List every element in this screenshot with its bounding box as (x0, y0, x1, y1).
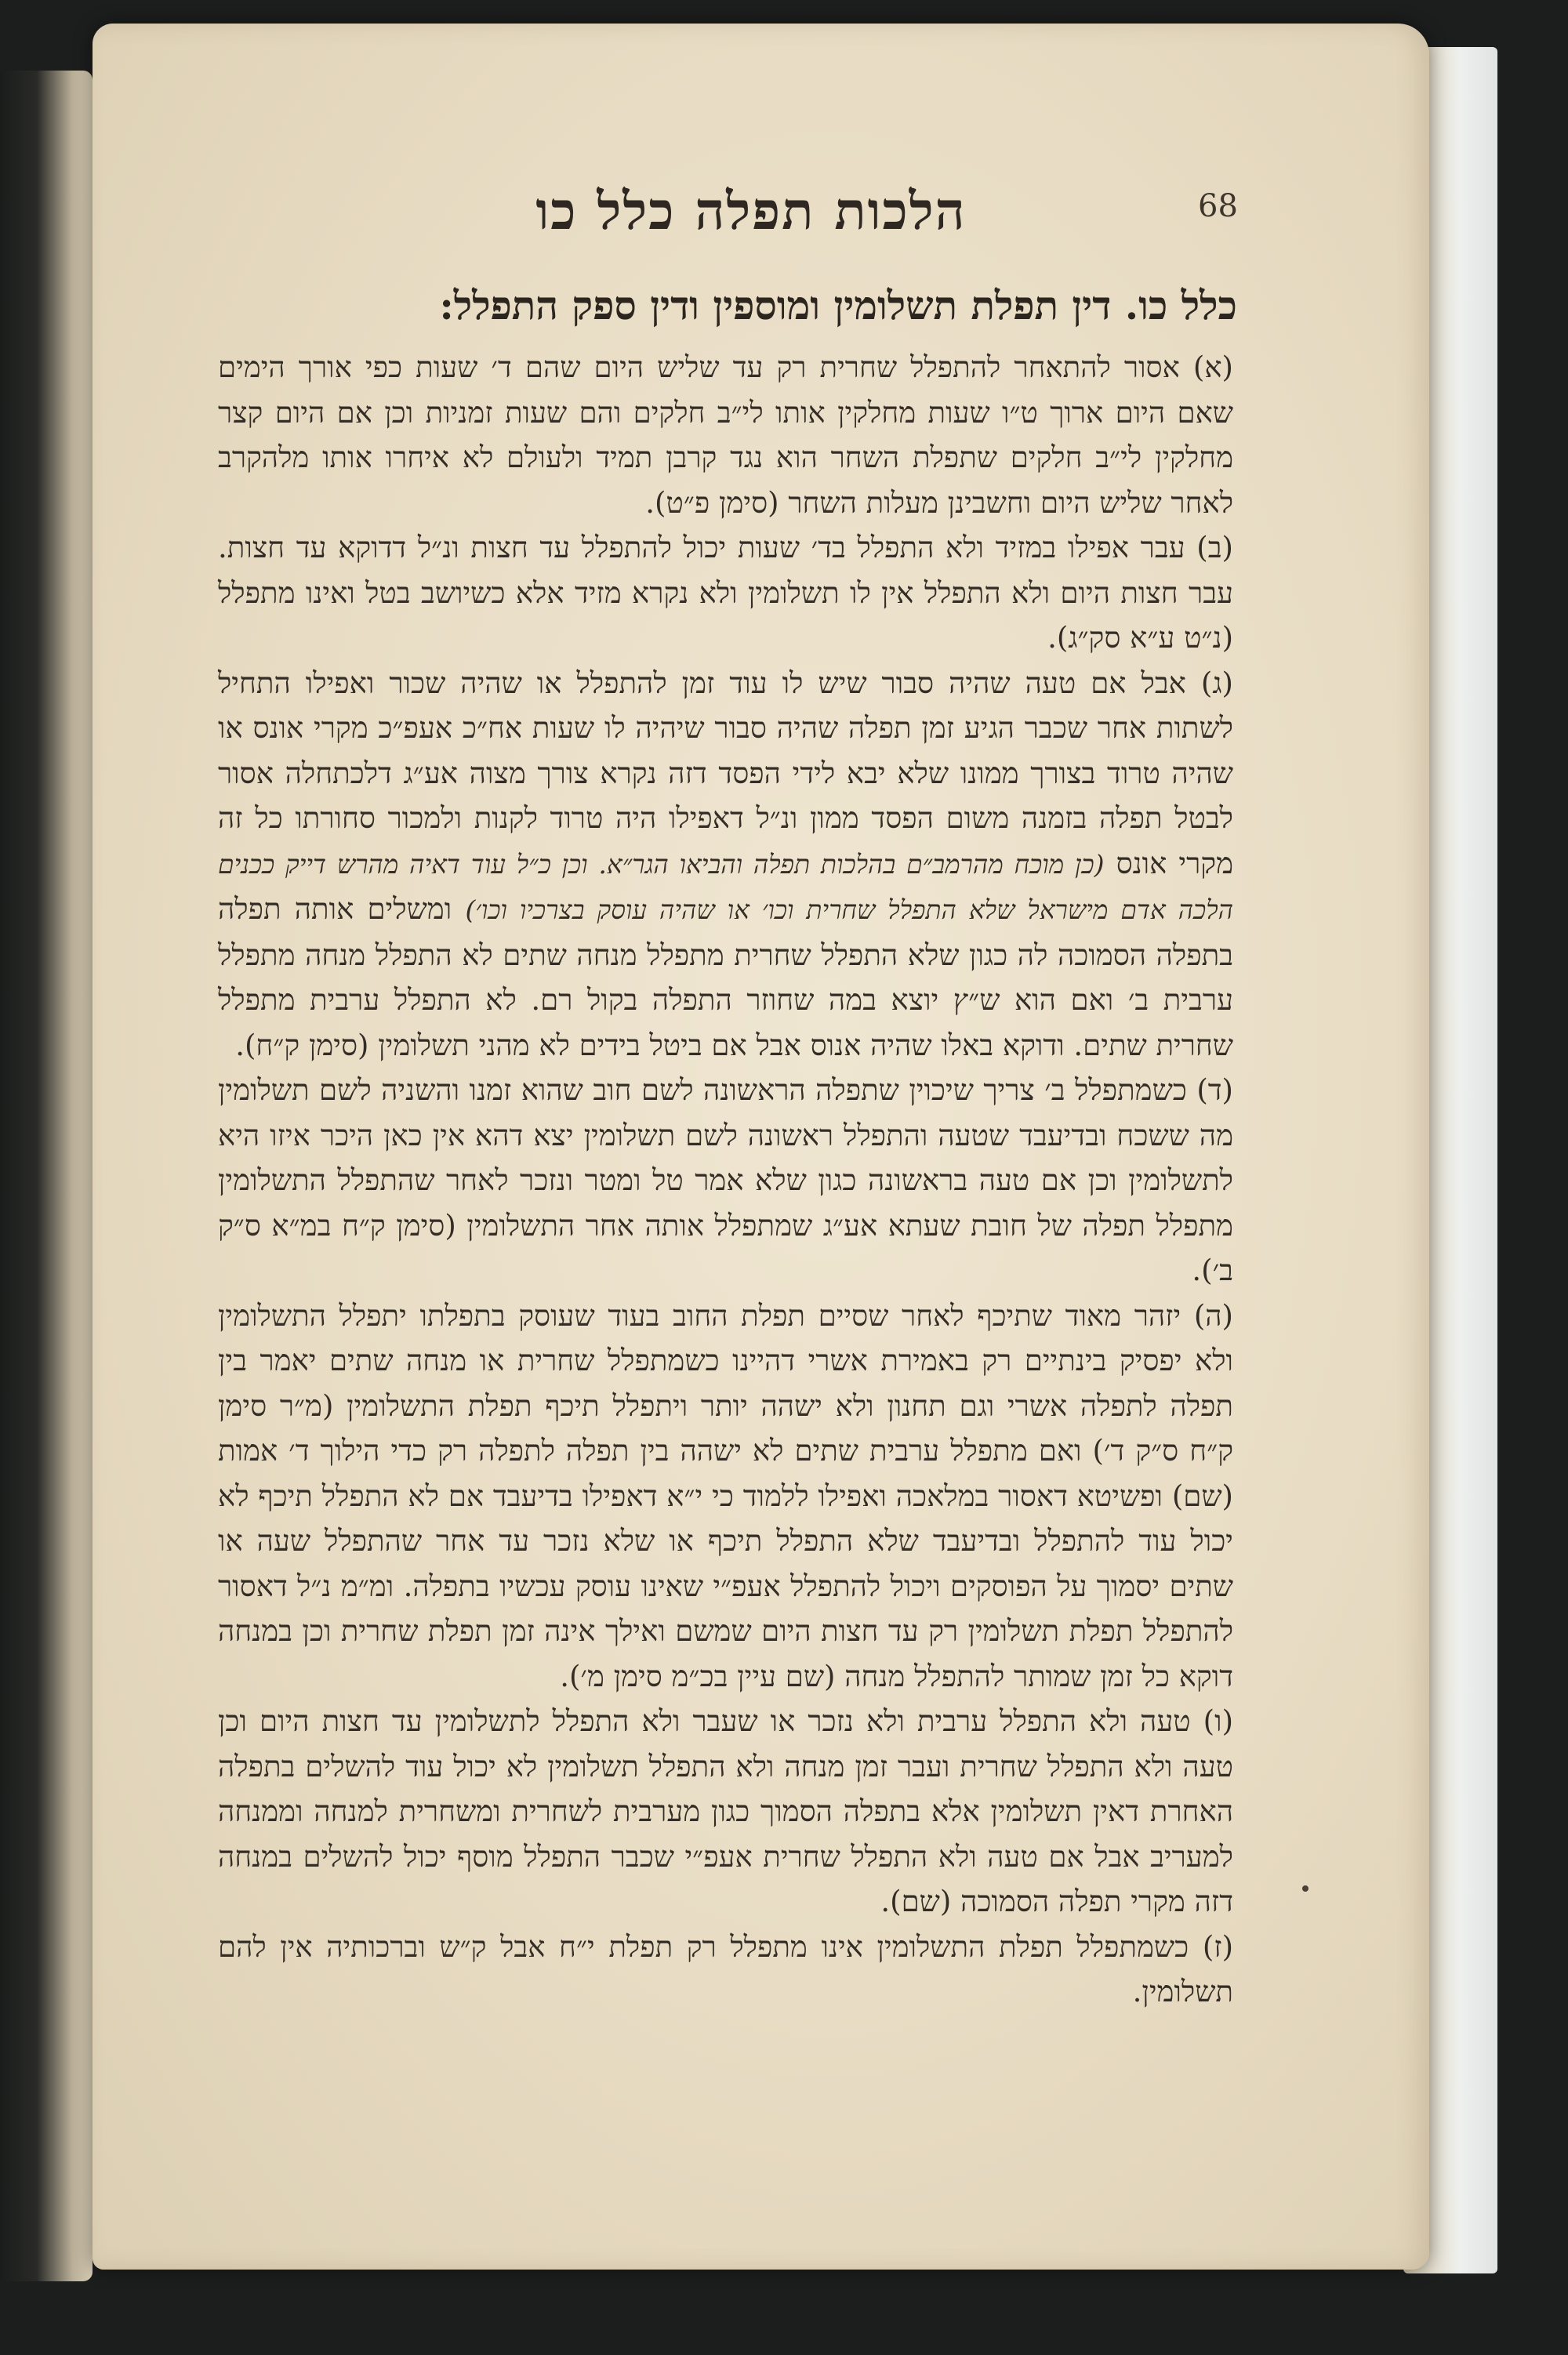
paragraph-bet (218, 525, 1233, 661)
paragraph-vav (218, 1699, 1233, 1925)
book-page (93, 24, 1429, 2270)
running-head: הלכות תפלה כלל כו (535, 180, 967, 241)
paragraph-marker: (ז) (1202, 1929, 1233, 1964)
paragraph-marker: (א) (1192, 350, 1233, 384)
paragraph-dalet (218, 1068, 1233, 1294)
paragraph-text: אבל אם טעה שהיה סבור שיש לו עוד זמן להתפלל או שהיה שכור ואפילו התחיל לשתות אחר שכבר הגיע זמן תפלה שהיה סבור שיהיה לו שעות אח״כ אעפ״כ מקרי אונס או שהיה טרוד בצורך ממונו שלא יבא לידי הפסד דזה נקרא צורך מצוה אע״ג דלכתחלה אסור לבטל תפלה בזמנה משום הפסד ממון ונ״ל דאפילו היה טרוד לקנות ולמכור סחורתו כל זה מקרי אונס (218, 666, 1234, 880)
previous-page-edge (0, 71, 93, 2281)
paragraph-marker: (ג) (1200, 666, 1233, 700)
chapter-title: כלל כו. דין תפלת תשלומין ומוספין ודין ספק התפלל: (439, 282, 1237, 328)
paragraph-marker: (ו) (1203, 1704, 1234, 1738)
ink-spot (1302, 1885, 1308, 1892)
paragraph-text: יזהר מאוד שתיכף לאחר שסיים תפלת החוב בעוד שעוסק בתפלתו יתפלל התשלומין ולא יפסיק בינתיים רק באמירת אשרי דהיינו כשמתפלל שחרית או מנחה שתים יאמר בין תפלה לתפלה אשרי וגם תחנון ולא ישהה יותר ויתפלל תיכף תפלת התשלומין (מ״ר סימן ק״ח ס״ק ד׳) ואם מתפלל ערבית שתים לא ישהה בין תפלה לתפלה רק כדי הילוך ד׳ אמות (שם) ופשיטא דאסור במלאכה ואפילו ללמוד כי י״א דאפילו בדיעבד אם לא התפלל תיכף לא יכול עוד להתפלל ובדיעבד שלא התפלל תיכף או שלא נזכר עד אחר שהתפלל שעה או שתים יסמוך על הפוסקים ויכול להתפלל אעפ״י שאינו עוסק עכשיו בתפלה. ומ״מ נ״ל דאסור להתפלל תפלת תשלומין רק עד חצות היום שמשם ואילך אינה זמן תפלת שחרית וכן במנחה דוקא כל זמן שמותר להתפלל מנחה (שם עיין בכ״מ סימן מ׳). (218, 1298, 1233, 1693)
paragraph-text-continued: ומשלים אותה תפלה בתפלה הסמוכה לה כגון שלא התפלל שחרית מתפלל מנחה שתים לא התפלל מנחה מתפלל ערבית ב׳ ואם הוא ש״ץ יוצא במה שחוזר התפלה בקול רם. לא התפלל ערבית מתפלל שחרית שתים. ודוקא באלו שהיה אנוס אבל אם ביטל בידים לא מהני תשלומין (סימן ק״ח). (218, 892, 1233, 1062)
paragraph-zayin (218, 1925, 1233, 2015)
paragraph-text: אסור להתאחר להתפלל שחרית רק עד שליש היום שהם ד׳ שעות כפי אורך הימים שאם היום ארוך ט״ו שעות מחלקין אותו לי״ב חלקים והם שעות זמניות וכן אם היום קצר מחלקין לי״ב חלקים שתפלת השחר הוא נגד קרבן תמיד ולעולם לא איחרו אותו מלהקרב לאחר שליש היום וחשבינן מעלות השחר (סימן פ״ט). (218, 350, 1233, 520)
paragraph-text: עבר אפילו במזיד ולא התפלל בד׳ שעות יכול להתפלל עד חצות ונ״ל דדוקא עד חצות. עבר חצות היום ולא התפלל אין לו תשלומין ולא נקרא מזיד אלא כשיושב בטל ואינו מתפלל (נ״ט ע״א סק״ג). (218, 531, 1233, 655)
paragraph-marker: (ה) (1193, 1298, 1233, 1333)
paragraph-text: טעה ולא התפלל ערבית ולא נזכר או שעבר ולא התפלל לתשלומין עד חצות היום וכן טעה ולא התפלל שחרית ועבר זמן מנחה ולא התפלל תשלומין לא יכול עוד להשלים בתפלה האחרת דאין תשלומין אלא בתפלה הסמוך כגון מערבית לשחרית ומשחרית למנחה וממנחה למעריב אבל אם טעה ולא התפלל שחרית אעפ״י שכבר התפלל מוסף יכול להשלים במנחה דזה מקרי תפלה הסמוכה (שם). (218, 1704, 1233, 1918)
paragraph-he (218, 1294, 1233, 1700)
fine-print-note: (כן מוכח מהרמב״ם בהלכות תפלה והביאו הגר״א. וכן כ״ל עוד דאיה מהרש דייק ככנים הלכה אדם מישראל שלא התפלל שחרית וכו׳ או שהיה עוסק בצרכיו וכו׳) (218, 848, 1233, 925)
page-number: 68 (1198, 188, 1238, 224)
paragraph-marker: (ד) (1196, 1073, 1233, 1107)
body-text (218, 345, 1233, 2015)
paragraph-text: כשמתפלל תפלת התשלומין אינו מתפלל רק תפלת י״ח אבל ק״ש וברכותיה אין להם תשלומין. (218, 1929, 1233, 2008)
paragraph-alef (218, 345, 1233, 525)
paragraph-gimel (218, 661, 1233, 1069)
paragraph-marker: (ב) (1196, 531, 1233, 564)
paragraph-text: כשמתפלל ב׳ צריך שיכוין שתפלה הראשונה לשם חוב שהוא זמנו והשניה לשם תשלומין מה ששכח ובדיעבד שטעה והתפלל ראשונה לשם תשלומין יצא דהא אין כאן היכר איזו היא לתשלומין וכן אם טעה בראשונה כגון שלא אמר טל ומטר ונזכר לאחר שהתפלל התשלומין מתפלל תפלה של חובת שעתא אע״ג שמתפלל אותה אחר התשלומין (סימן ק״ח במ״א ס״ק ב׳). (218, 1073, 1233, 1287)
